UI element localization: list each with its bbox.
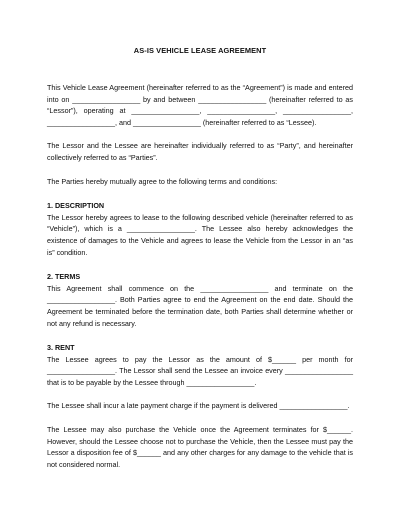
section-rent xyxy=(47,342,353,470)
section-heading-description: 1. DESCRIPTION xyxy=(47,201,105,211)
intro-paragraph: This Vehicle Lease Agreement (hereinafter referred to as the “Agreement”) is made and entered into on _________________ by and between _________________ (hereinafter referred to as “Lessor”), operating at _________________, _________________, _________________, _________________, and _________________ (hereinafter referred to as “Lessee). xyxy=(47,83,353,127)
section-terms xyxy=(47,271,353,329)
rent-paragraph-late-charge: The Lessee shall incur a late payment charge if the payment is delivered _________________. xyxy=(47,401,350,411)
parties-paragraph: The Lessor and the Lessee are hereinafter individually referred to as “Party”, and hereinafter collectively referred to as “Parties”. xyxy=(47,141,353,162)
agree-paragraph: The Parties hereby mutually agree to the following terms and conditions: xyxy=(47,176,278,186)
section-description xyxy=(47,200,353,258)
rent-paragraph-purchase: The Lessee may also purchase the Vehicle once the Agreement terminates for $______. However, should the Lessee choose not to purchase the Vehicle, then the Lessee must pay the Lessor a disposition fee of $______ and any other charges for any damage to the vehicle that is not considered normal. xyxy=(47,425,353,469)
section-heading-rent: 3. RENT xyxy=(47,343,75,353)
terms-paragraph: This Agreement shall commence on the _________________ and terminate on the _________________. Both Parties agree to end the Agreement on the end date. Should the Agreement be terminated before the termination date, both Parties shall determine whether or not any refund is necessary. xyxy=(47,283,353,328)
document-title: AS-IS VEHICLE LEASE AGREEMENT xyxy=(133,46,267,55)
rent-paragraph-payment: The Lessee agrees to pay the Lessor as the amount of $______ per month for _________________. The Lessor shall send the Lessee an invoice every _________________ that is to be payable by the Lessee through _________________. xyxy=(47,354,353,387)
description-paragraph: The Lessor hereby agrees to lease to the following described vehicle (hereinafter referred to as “Vehicle”), which is a _________________. The Lessee also hereby acknowledges the existence of damages to the Vehicle and agrees to lease the Vehicle from the Lessor in an “as is” condition. xyxy=(47,212,353,257)
section-heading-terms: 2. TERMS xyxy=(47,272,81,282)
